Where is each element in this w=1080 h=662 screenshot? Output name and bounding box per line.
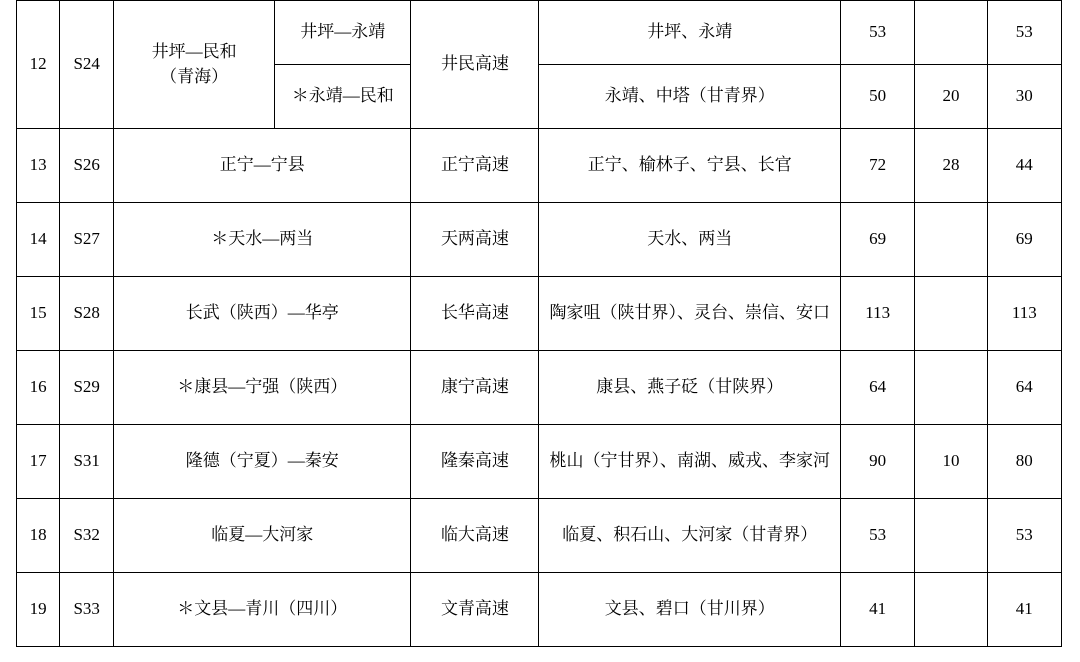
route-segment-label: 井坪—永靖 [275, 1, 411, 65]
passing-places: 天水、两当 [539, 203, 841, 277]
route-name-line2: （青海） [160, 66, 229, 86]
built-length: 28 [915, 129, 987, 203]
route-segment-label: ＊永靖—民和 [275, 65, 411, 129]
row-number: 12 [17, 1, 60, 129]
expressway-name: 康宁高速 [411, 351, 539, 425]
passing-places: 文县、碧口（甘川界） [539, 573, 841, 647]
table-row [17, 573, 1062, 647]
route-name-line1: 井坪—民和 [151, 41, 237, 61]
passing-places: 临夏、积石山、大河家（甘青界） [539, 499, 841, 573]
table-row [17, 1, 1062, 65]
route-name: ＊康县—宁强（陕西） [114, 351, 411, 425]
built-length: 10 [915, 425, 987, 499]
table-row [17, 277, 1062, 351]
planned-length: 64 [987, 351, 1061, 425]
total-length: 69 [840, 203, 914, 277]
expressway-name: 临大高速 [411, 499, 539, 573]
row-number: 15 [17, 277, 60, 351]
planned-length: 80 [987, 425, 1061, 499]
planned-length: 53 [987, 1, 1061, 65]
route-code: S31 [60, 425, 114, 499]
built-length [915, 203, 987, 277]
row-number: 13 [17, 129, 60, 203]
route-name: ＊天水—两当 [114, 203, 411, 277]
passing-places: 康县、燕子砭（甘陕界） [539, 351, 841, 425]
route-name [114, 1, 275, 129]
expressway-name: 井民高速 [411, 1, 539, 129]
row-number: 18 [17, 499, 60, 573]
planned-length: 30 [987, 65, 1061, 129]
passing-places: 陶家咀（陕甘界）、灵台、崇信、安口 [539, 277, 841, 351]
row-number: 16 [17, 351, 60, 425]
built-length [915, 277, 987, 351]
built-length [915, 351, 987, 425]
total-length: 41 [840, 573, 914, 647]
row-number: 14 [17, 203, 60, 277]
built-length [915, 499, 987, 573]
planned-length: 69 [987, 203, 1061, 277]
route-code: S26 [60, 129, 114, 203]
route-name: 正宁—宁县 [114, 129, 411, 203]
passing-places: 井坪、永靖 [539, 1, 841, 65]
expressway-name: 长华高速 [411, 277, 539, 351]
total-length: 50 [840, 65, 914, 129]
total-length: 113 [840, 277, 914, 351]
table-row [17, 351, 1062, 425]
total-length: 72 [840, 129, 914, 203]
table-row [17, 425, 1062, 499]
route-code: S24 [60, 1, 114, 129]
total-length: 64 [840, 351, 914, 425]
route-name: 长武（陕西）—华亭 [114, 277, 411, 351]
built-length: 20 [915, 65, 987, 129]
built-length [915, 1, 987, 65]
total-length: 53 [840, 499, 914, 573]
route-name: 隆德（宁夏）—秦安 [114, 425, 411, 499]
expressway-name: 正宁高速 [411, 129, 539, 203]
route-code: S28 [60, 277, 114, 351]
passing-places: 永靖、中塔（甘青界） [539, 65, 841, 129]
planned-length: 53 [987, 499, 1061, 573]
total-length: 90 [840, 425, 914, 499]
expressway-name: 天两高速 [411, 203, 539, 277]
expressway-name: 文青高速 [411, 573, 539, 647]
built-length [915, 573, 987, 647]
route-name: 临夏—大河家 [114, 499, 411, 573]
route-code: S27 [60, 203, 114, 277]
route-code: S33 [60, 573, 114, 647]
row-number: 19 [17, 573, 60, 647]
route-name: ＊文县—青川（四川） [114, 573, 411, 647]
row-number: 17 [17, 425, 60, 499]
total-length: 53 [840, 1, 914, 65]
table-row [17, 203, 1062, 277]
table-row [17, 129, 1062, 203]
planned-length: 113 [987, 277, 1061, 351]
planned-length: 44 [987, 129, 1061, 203]
expressway-name: 隆秦高速 [411, 425, 539, 499]
planned-length: 41 [987, 573, 1061, 647]
route-code: S32 [60, 499, 114, 573]
route-code: S29 [60, 351, 114, 425]
highway-plan-table [16, 0, 1062, 647]
passing-places: 桃山（宁甘界）、南湖、威戎、李家河 [539, 425, 841, 499]
table-row [17, 499, 1062, 573]
passing-places: 正宁、榆林子、宁县、长官 [539, 129, 841, 203]
